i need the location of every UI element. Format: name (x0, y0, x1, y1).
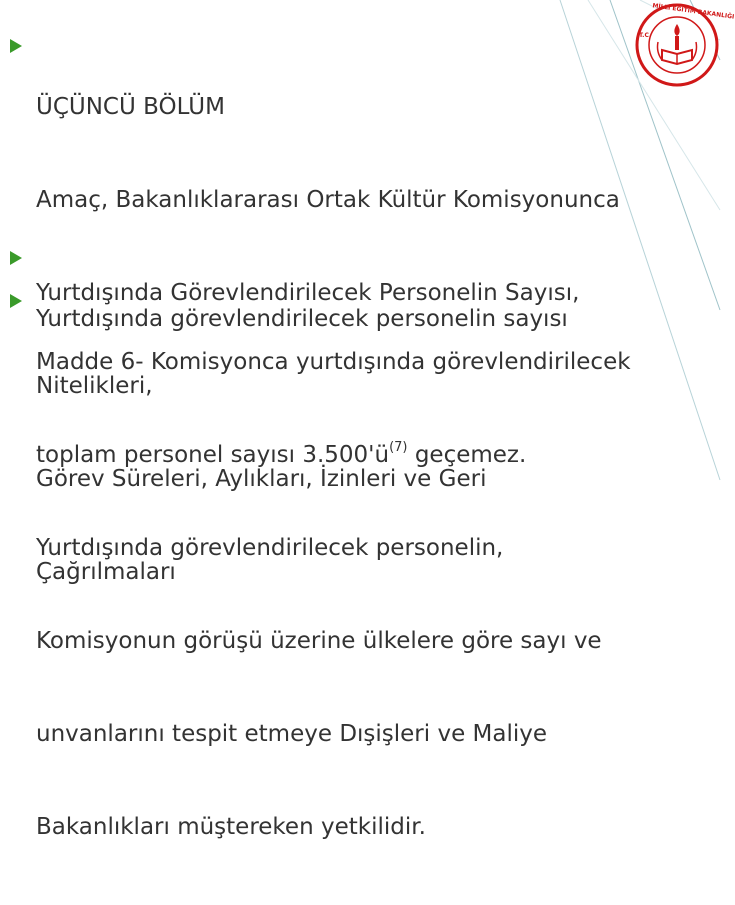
text-segment: geçemez. (407, 442, 527, 468)
logo-top-text: MİLLİ EĞİTİM BAKANLIĞI (651, 2, 735, 21)
text-line: Yurtdışında görevlendirilecek personelin sayısı (36, 306, 568, 332)
logo-left-text: T.C. (639, 32, 652, 39)
logo-text-layer (634, 2, 735, 88)
text-line: Yurtdışında Görevlendirilecek Personelin Sayısı, (36, 280, 580, 306)
text-line: Yurtdışında görevlendirilecek personelin, (36, 535, 504, 561)
text-line: Amaç, Bakanlıklararası Ortak Kültür Komisyonunca (36, 187, 620, 213)
text-segment: toplam personel sayısı 3.500'ü (36, 442, 390, 468)
text-line: ÜÇÜNCÜ BÖLÜM (36, 94, 225, 120)
bullet-arrow-icon (10, 39, 22, 53)
text-line: Bakanlıkları müştereken yetkilidir. (36, 814, 426, 840)
text-line: unvanlarını tespit etmeye Dışişleri ve Maliye (36, 721, 548, 747)
text-line: Komisyonun görüşü üzerine ülkelere göre sayı ve (36, 628, 602, 654)
text-line-with-footnote (36, 440, 631, 471)
bullet-arrow-icon (10, 251, 22, 265)
bullet-text (36, 285, 631, 905)
bullet-arrow-icon (10, 294, 22, 308)
text-line: Madde 6- Komisyonca yurtdışında görevlendirilecek (36, 349, 631, 375)
footnote-mark: (7) (389, 440, 408, 456)
text-line: Çağrılmaları (36, 559, 176, 585)
text-line: Görev Süreleri, Aylıkları, İzinleri ve Geri (36, 466, 487, 492)
text-line: Nitelikleri, (36, 373, 153, 399)
